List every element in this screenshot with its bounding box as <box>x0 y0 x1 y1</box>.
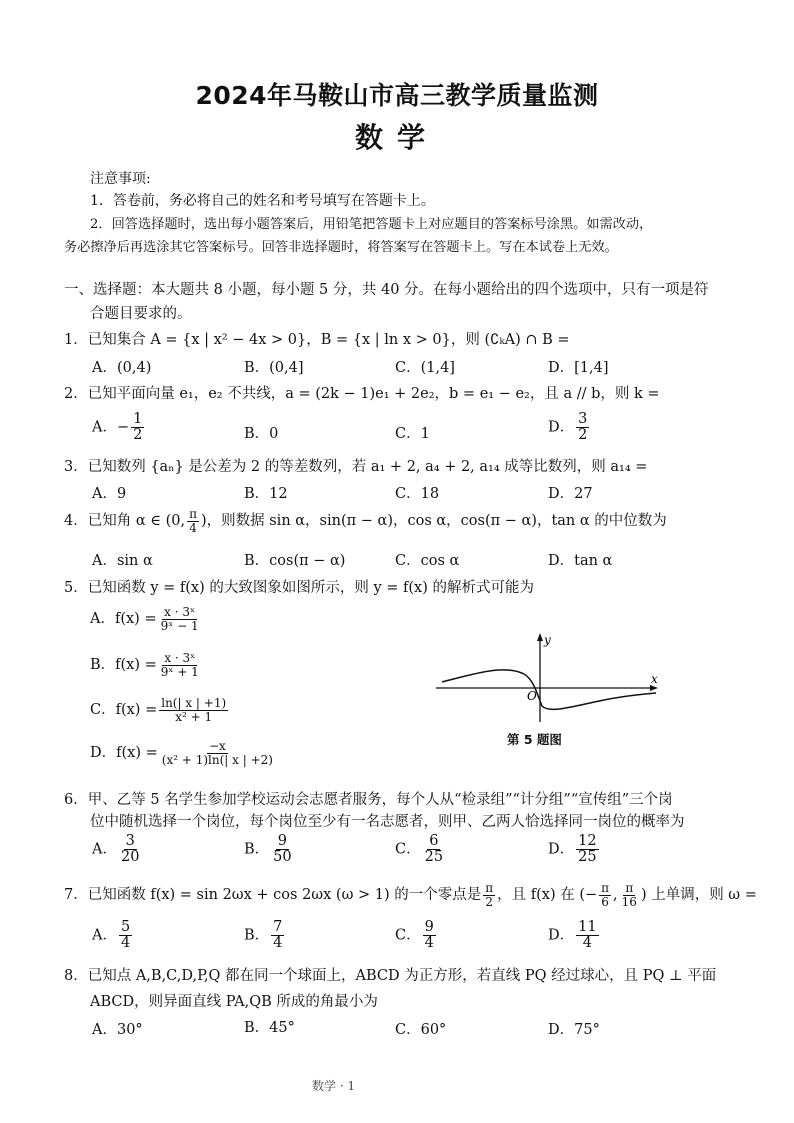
q8-option-c: C．60° <box>395 1022 447 1038</box>
q6-option-d-den: 25 <box>578 849 597 866</box>
q7-zero-num: π <box>485 881 494 895</box>
q7-option-c <box>395 920 438 951</box>
q5-option-c-num: ln(| x | +1) <box>161 696 227 710</box>
q6-option-d-num: 12 <box>578 833 597 849</box>
q2-option-d <box>548 412 591 443</box>
q7-option-c-label: C． <box>395 927 421 944</box>
q5-curve <box>442 670 656 710</box>
section-1-line2: 合题目要求的。 <box>90 306 192 322</box>
q5-option-b-label: B． <box>90 657 116 674</box>
q4-stem-pre: 4．已知角 α ∈ (0, <box>64 513 186 530</box>
q6-option-a-label: A． <box>92 841 117 858</box>
q4-stem-post: )，则数据 sin α，sin(π − α)，cos α，cos(π − α)，tan α 的中位数为 <box>200 513 667 530</box>
q2-option-a-den: 2 <box>133 427 143 444</box>
q1-stem: 1．已知集合 A = {x | x² − 4x > 0}，B = {x | ln x > 0}，则 (∁ₖA) ∩ B = <box>64 332 570 348</box>
q5-axis-x-label: x <box>651 672 658 686</box>
q6-option-a-den: 20 <box>120 849 140 866</box>
q5-option-b-den: 9ˣ + 1 <box>160 664 199 679</box>
notes-heading: 注意事项: <box>90 171 151 187</box>
q7-stem-mid: ，且 f(x) 在 (− <box>497 887 598 904</box>
q7-stem-post: ) 上单调，则 ω = <box>640 887 757 904</box>
q2-stem: 2．已知平面向量 e₁，e₂ 不共线，a = (2k − 1)e₁ + 2e₂，b = e₁ − e₂，且 a // b，则 k = <box>64 386 660 402</box>
q8-option-b: B．45° <box>244 1020 295 1036</box>
q4-stem <box>64 508 667 534</box>
q7-interval-right-den: 16 <box>621 894 637 909</box>
q5-option-d-num: −x <box>208 739 226 753</box>
q4-option-d: D．tan α <box>548 553 613 569</box>
q6-option-d-label: D． <box>548 841 575 858</box>
q5-option-d-label: D． <box>90 745 117 762</box>
subject-title: 数学 <box>354 121 439 154</box>
q3-option-b: B．12 <box>244 486 288 502</box>
q6-line1: 6．甲、乙等 5 名学生参加学校运动会志愿者服务，每个人从“检录组”“计分组”“宣传组”三个岗 <box>64 792 673 808</box>
notes-item-2-line2: 务必擦净后再选涂其它答案标号。回答非选择题时，将答案写在答题卡上。写在本试卷上无效。 <box>64 240 618 255</box>
q1-option-c: C．(1,4] <box>395 360 455 376</box>
q6-option-b <box>244 834 296 865</box>
q5-option-d-den: (x² + 1)ln(| x | +2) <box>161 752 273 767</box>
q5-option-d <box>90 740 277 766</box>
q7-option-b-num: 7 <box>273 919 283 935</box>
q5-option-a-num: x · 3ˣ <box>164 605 196 619</box>
q2-option-b: B．0 <box>244 426 279 442</box>
q7-option-b-den: 4 <box>273 935 283 952</box>
q6-option-b-num: 9 <box>277 833 287 849</box>
q7-interval-left-den: 6 <box>601 894 609 909</box>
q7-option-b-label: B． <box>244 927 270 944</box>
q5-function-graph <box>434 630 664 725</box>
q7-option-a-den: 4 <box>120 935 131 952</box>
q7-option-d <box>548 920 601 951</box>
q8-line2: ABCD，则异面直线 PA,QB 所成的角最小为 <box>90 994 378 1010</box>
q5-option-c-pre: f(x) = <box>115 702 158 719</box>
q6-option-b-den: 50 <box>273 849 292 866</box>
q6-option-c-num: 6 <box>429 833 439 849</box>
q7-stem <box>64 882 757 908</box>
q5-caption: 第 5 题图 <box>507 732 562 747</box>
notes-item-1: 1．答卷前，务必将自己的姓名和考号填写在答题卡上。 <box>90 193 435 209</box>
q7-option-c-num: 9 <box>424 919 434 935</box>
q8-option-d: D．75° <box>548 1022 600 1038</box>
q7-option-d-num: 11 <box>578 919 597 935</box>
q6-option-a-num: 3 <box>125 833 135 849</box>
q7-option-b <box>244 920 286 951</box>
page-footer: 数学 · 1 <box>312 1079 356 1093</box>
q7-interval-left-num: π <box>601 881 610 895</box>
q7-interval-right-num: π <box>625 881 634 895</box>
q5-option-a-label: A． <box>90 611 115 628</box>
q4-option-b: B．cos(π − α) <box>244 553 346 569</box>
q7-option-a-num: 5 <box>120 919 131 935</box>
q2-option-a-label: A． <box>92 419 117 436</box>
q7-zero-den: 2 <box>485 894 494 909</box>
q7-option-d-den: 4 <box>582 935 592 952</box>
q6-option-c-label: C． <box>395 841 421 858</box>
section-1-line1: 一、选择题：本大题共 8 小题，每小题 5 分，共 40 分。在每小题给出的四个选项中，只有一项是符 <box>64 282 709 298</box>
q1-option-d: D．[1,4] <box>548 360 609 376</box>
q2-option-a <box>92 412 146 443</box>
q6-line2: 位中随机选择一个岗位，每个岗位至少有一名志愿者，则甲、乙两人恰选择同一岗位的概率为 <box>90 814 685 830</box>
q1-option-b: B．(0,4] <box>244 360 304 376</box>
q5-option-b-pre: f(x) = <box>115 657 157 674</box>
q7-option-d-label: D． <box>548 927 575 944</box>
q7-interval-comma: , <box>613 887 618 904</box>
q4-stem-den: 4 <box>189 520 197 535</box>
notes-item-2-line1: 2．回答选择题时，选出每小题答案后，用铅笔把答题卡上对应题目的答案标号涂黑。如需改动， <box>90 217 653 232</box>
q5-axis-y-label: y <box>544 633 551 647</box>
q5-stem: 5．已知函数 y = f(x) 的大致图象如图所示，则 y = f(x) 的解析式可能为 <box>64 580 534 596</box>
q4-option-a: A．sin α <box>92 553 153 569</box>
q4-stem-num: π <box>189 507 197 521</box>
q5-option-c-den: x² + 1 <box>175 709 213 724</box>
q5-option-d-pre: f(x) = <box>116 745 158 762</box>
exam-title: 2024年马鞍山市高三教学质量监测 <box>195 81 599 110</box>
q5-option-a-pre: f(x) = <box>114 611 157 628</box>
q2-option-d-label: D． <box>548 419 575 436</box>
q5-option-b <box>90 652 203 678</box>
q2-option-d-den: 2 <box>578 427 588 444</box>
q3-option-c: C．18 <box>395 486 440 502</box>
q7-stem-pre: 7．已知函数 f(x) = sin 2ωx + cos 2ωx (ω > 1) 的一个零点是 <box>64 887 482 904</box>
q6-option-b-label: B． <box>244 841 270 858</box>
q5-y-arrow <box>537 633 543 641</box>
q5-option-a <box>90 606 203 632</box>
q7-option-a-label: A． <box>92 927 117 944</box>
q3-option-a: A．9 <box>92 486 127 502</box>
q7-option-a <box>92 920 134 951</box>
q8-line1: 8．已知点 A,B,C,D,P,Q 都在同一个球面上，ABCD 为正方形，若直线 PQ 经过球心，且 PQ ⊥ 平面 <box>64 968 717 984</box>
q6-option-a <box>92 834 143 865</box>
q5-option-a-den: 9ˣ − 1 <box>160 618 199 633</box>
q2-option-a-num: 1 <box>133 411 143 427</box>
q5-option-b-num: x · 3ˣ <box>164 651 196 665</box>
q5-origin-label: O <box>527 689 537 703</box>
q5-option-c-label: C． <box>90 702 116 719</box>
q6-option-c-den: 25 <box>424 849 444 866</box>
q2-option-c: C．1 <box>395 426 430 442</box>
q7-option-c-den: 4 <box>424 935 434 952</box>
q8-option-a: A．30° <box>92 1022 143 1038</box>
q3-option-d: D．27 <box>548 486 593 502</box>
q2-option-a-sign: − <box>116 419 130 436</box>
q6-option-d <box>548 834 601 865</box>
q1-option-a: A．(0,4) <box>92 360 152 376</box>
q2-option-d-num: 3 <box>578 411 588 427</box>
q5-option-c <box>90 697 230 723</box>
q6-option-c <box>395 834 447 865</box>
q4-option-c: C．cos α <box>395 553 460 569</box>
q3-stem: 3．已知数列 {aₙ} 是公差为 2 的等差数列，若 a₁ + 2, a₄ + 2, a₁₄ 成等比数列，则 a₁₄ = <box>64 459 648 475</box>
